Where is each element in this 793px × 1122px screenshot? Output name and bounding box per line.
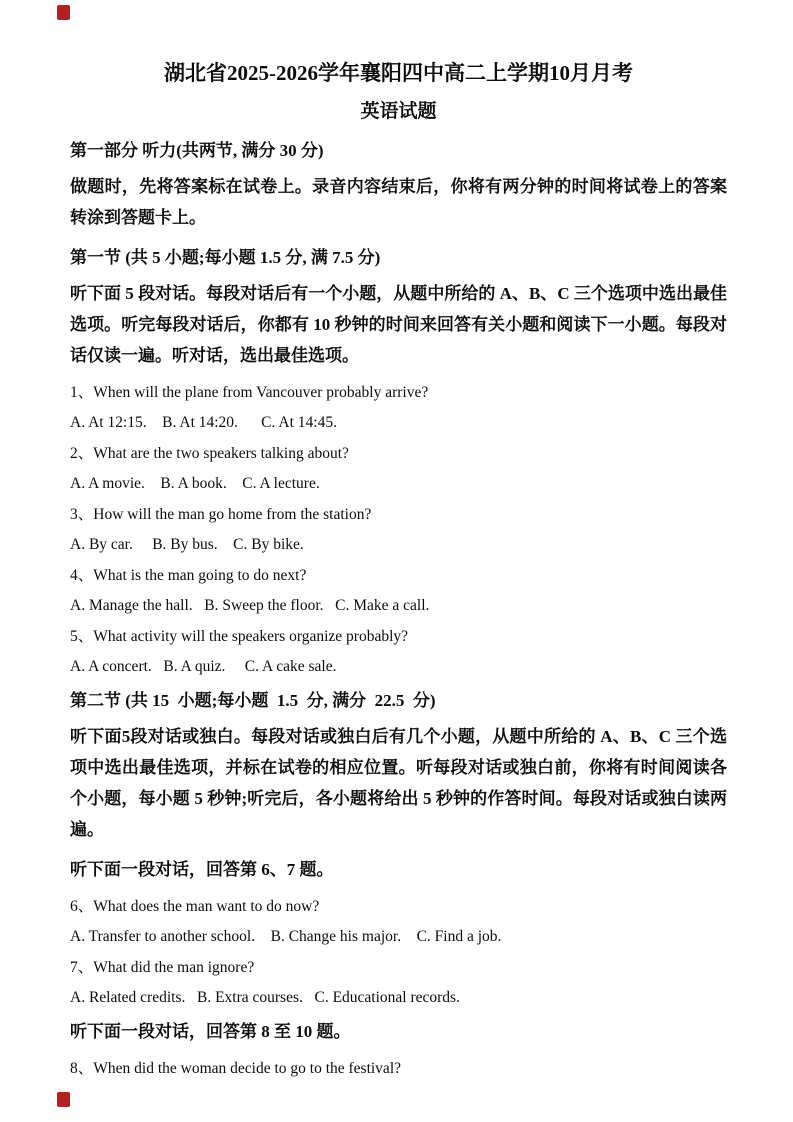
question-3-text: 3、How will the man go home from the station? bbox=[70, 505, 372, 523]
question-5-text: 5、What activity will the speakers organize probably? bbox=[70, 627, 409, 645]
page-title: 湖北省2025-2026学年襄阳四中高二上学期10月月考 bbox=[164, 61, 633, 85]
question-2-text: 2、What are the two speakers talking about? bbox=[70, 444, 349, 462]
part1-heading: 第一部分 听力(共两节, 满分 30 分) bbox=[70, 141, 324, 160]
page-subtitle: 英语试题 bbox=[360, 101, 437, 122]
section1-instructions: 听下面 5 段对话。每段对话后有一个小题，从题中所给的 A、B、C 三个选项中选出最佳选项。听完每段对话后，你都有 10 秒钟的时间来回答有关小题和阅读下一小题。每段对话仅读一遍。听对话，选出最佳选项。 bbox=[70, 284, 727, 365]
question-1-options: A. At 12:15. B. At 14:20. C. At 14:45. bbox=[70, 414, 337, 431]
dialog2-prompt: 听下面一段对话，回答第 8 至 10 题。 bbox=[70, 1022, 351, 1041]
question-7-options: A. Related credits. B. Extra courses. C. Educational records. bbox=[70, 989, 460, 1006]
red-corner-mark-bottom-icon bbox=[57, 1092, 70, 1107]
question-1-text: 1、When will the plane from Vancouver probably arrive? bbox=[70, 383, 429, 401]
question-4-options: A. Manage the hall. B. Sweep the floor. C. Make a call. bbox=[70, 597, 430, 614]
part1-instructions: 做题时，先将答案标在试卷上。录音内容结束后，你将有两分钟的时间将试卷上的答案转涂到答题卡上。 bbox=[70, 177, 727, 227]
question-7-text: 7、What did the man ignore? bbox=[70, 958, 255, 976]
question-8-text: 8、When did the woman decide to go to the festival? bbox=[70, 1059, 402, 1077]
section2-instructions: 听下面5段对话或独白。每段对话或独白后有几个小题，从题中所给的 A、B、C 三个选项中选出最佳选项，并标在试卷的相应位置。听每段对话或独白前，你将有时间阅读各个小题，每小题 5 秒钟;听完后，各小题将给出 5 秒钟的作答时间。每段对话或独白读两遍。 bbox=[70, 727, 727, 839]
question-4-text: 4、What is the man going to do next? bbox=[70, 566, 307, 584]
section1-heading: 第一节 (共 5 小题;每小题 1.5 分, 满 7.5 分) bbox=[70, 248, 381, 267]
section2-heading: 第二节 (共 15 小题;每小题 1.5 分, 满分 22.5 分) bbox=[70, 691, 436, 710]
red-corner-mark-top-icon bbox=[57, 5, 70, 20]
question-3-options: A. By car. B. By bus. C. By bike. bbox=[70, 536, 304, 553]
question-5-options: A. A concert. B. A quiz. C. A cake sale. bbox=[70, 658, 337, 675]
question-6-options: A. Transfer to another school. B. Change his major. C. Find a job. bbox=[70, 928, 502, 945]
dialog1-prompt: 听下面一段对话，回答第 6、7 题。 bbox=[70, 860, 334, 879]
question-6-text: 6、What does the man want to do now? bbox=[70, 897, 320, 915]
question-2-options: A. A movie. B. A book. C. A lecture. bbox=[70, 475, 320, 492]
